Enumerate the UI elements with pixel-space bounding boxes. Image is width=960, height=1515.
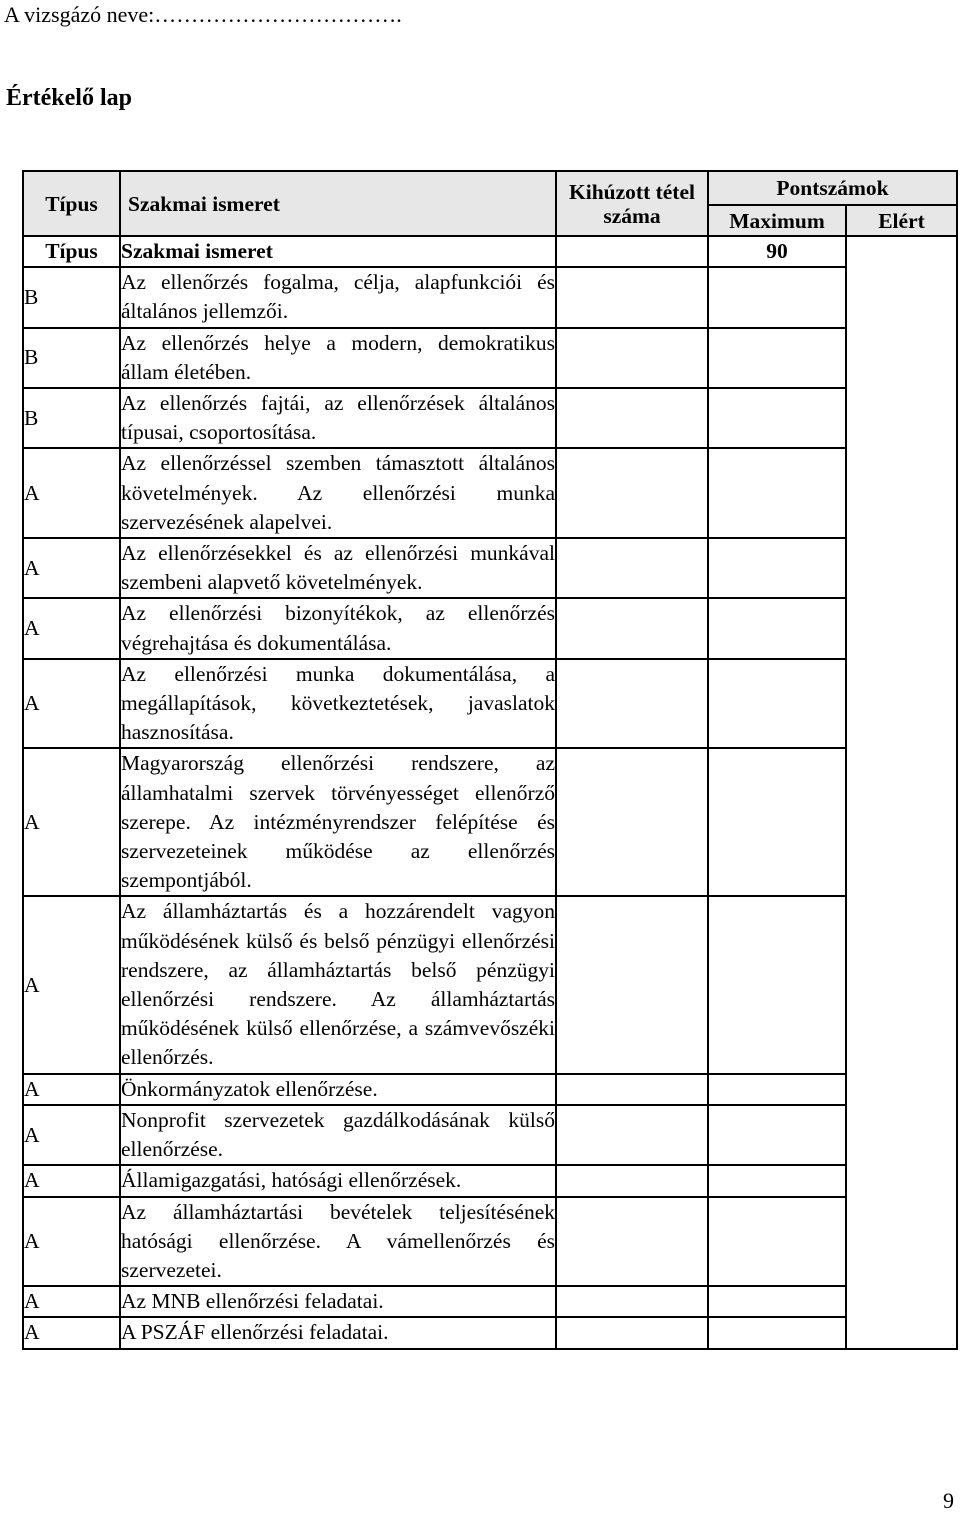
row-drawn-item-cell[interactable]	[556, 388, 708, 448]
row-maximum-cell	[708, 748, 846, 896]
row-type: A	[23, 659, 120, 749]
table-row	[23, 1105, 957, 1165]
candidate-name-line: A vizsgázó neve:…………………………….	[4, 2, 402, 27]
row-type: A	[23, 1197, 120, 1287]
row-drawn-item-cell[interactable]	[556, 1105, 708, 1165]
page-number: 9	[943, 1488, 954, 1513]
row-drawn-item-cell[interactable]	[556, 1317, 708, 1348]
table-row	[23, 448, 957, 538]
row-topic: Nonprofit szervezetek gazdálkodásának külső ellenőrzése.	[120, 1105, 556, 1165]
row-drawn-item-cell[interactable]	[556, 1197, 708, 1287]
row-type: B	[23, 328, 120, 388]
row-topic: Az MNB ellenőrzési feladatai.	[120, 1286, 556, 1317]
row-type: A	[23, 1286, 120, 1317]
row-drawn-item-cell[interactable]	[556, 896, 708, 1073]
table-row	[23, 896, 957, 1073]
row-maximum-cell	[708, 896, 846, 1073]
row-topic: Magyarország ellenőrzési rendszere, az államhatalmi szervek törvényességet ellenőrző szerepe. Az intézményrendszer felépítése és szervezeteinek működése az ellenőrzés szempontjából.	[120, 748, 556, 896]
row-type: A	[23, 1165, 120, 1196]
row-drawn-item-cell[interactable]	[556, 328, 708, 388]
row-drawn-item-cell[interactable]	[556, 448, 708, 538]
row-type: A	[23, 538, 120, 598]
table-row	[23, 328, 957, 388]
row-topic: Az ellenőrzéssel szemben támasztott általános követelmények. Az ellenőrzési munka szervezésének alapelvei.	[120, 448, 556, 538]
row-maximum-cell	[708, 448, 846, 538]
row-topic: Az ellenőrzési munka dokumentálása, a megállapítások, következtetések, javaslatok hasznosítása.	[120, 659, 556, 749]
row-maximum-cell	[708, 538, 846, 598]
row-maximum-cell	[708, 1317, 846, 1348]
section-row	[23, 236, 957, 267]
row-type: A	[23, 448, 120, 538]
table-row	[23, 1317, 957, 1348]
row-topic: Az ellenőrzés fajtái, az ellenőrzések általános típusai, csoportosítása.	[120, 388, 556, 448]
row-type: A	[23, 1074, 120, 1105]
row-topic: Az ellenőrzésekkel és az ellenőrzési munkával szembeni alapvető követelmények.	[120, 538, 556, 598]
row-drawn-item-cell[interactable]	[556, 748, 708, 896]
row-type: A	[23, 896, 120, 1073]
row-drawn-item-cell[interactable]	[556, 1074, 708, 1105]
table-row	[23, 598, 957, 658]
row-topic: Az ellenőrzés helye a modern, demokratikus állam életében.	[120, 328, 556, 388]
row-type: B	[23, 388, 120, 448]
row-topic: Az ellenőrzés fogalma, célja, alapfunkciói és általános jellemzői.	[120, 267, 556, 327]
row-type: A	[23, 748, 120, 896]
column-header-drawn-item: Kihúzott tétel száma	[556, 171, 708, 236]
row-maximum-cell	[708, 1197, 846, 1287]
row-type: A	[23, 1105, 120, 1165]
section-topic: Szakmai ismeret	[120, 236, 556, 267]
table-row	[23, 388, 957, 448]
table-row	[23, 659, 957, 749]
row-maximum-cell	[708, 267, 846, 327]
achieved-score-cell[interactable]	[846, 236, 957, 1349]
table-row	[23, 1074, 957, 1105]
table-row	[23, 267, 957, 327]
table-header-row	[23, 171, 957, 205]
row-topic: Az államháztartás és a hozzárendelt vagyon működésének külső és belső pénzügyi ellenőrzési rendszere, az államháztartás belső pénzügyi ellenőrzési rendszere. Az államháztartás működésének külső ellenőrzése, a számvevőszéki ellenőrzés.	[120, 896, 556, 1073]
column-header-topic: Szakmai ismeret	[120, 171, 556, 236]
row-drawn-item-cell[interactable]	[556, 538, 708, 598]
row-topic: Az ellenőrzési bizonyítékok, az ellenőrzés végrehajtása és dokumentálása.	[120, 598, 556, 658]
section-drawn-cell	[556, 236, 708, 267]
row-topic: A PSZÁF ellenőrzési feladatai.	[120, 1317, 556, 1348]
column-header-achieved: Elért	[846, 205, 957, 236]
evaluation-table	[22, 170, 958, 1350]
row-drawn-item-cell[interactable]	[556, 598, 708, 658]
page-title: Értékelő lap	[6, 85, 132, 111]
section-maximum: 90	[708, 236, 846, 267]
row-maximum-cell	[708, 388, 846, 448]
row-type: A	[23, 598, 120, 658]
row-maximum-cell	[708, 328, 846, 388]
table-row	[23, 1286, 957, 1317]
row-maximum-cell	[708, 1286, 846, 1317]
row-drawn-item-cell[interactable]	[556, 267, 708, 327]
row-maximum-cell	[708, 1165, 846, 1196]
row-drawn-item-cell[interactable]	[556, 1165, 708, 1196]
table-row	[23, 1197, 957, 1287]
row-maximum-cell	[708, 1074, 846, 1105]
row-drawn-item-cell[interactable]	[556, 659, 708, 749]
row-type: B	[23, 267, 120, 327]
row-topic: Államigazgatási, hatósági ellenőrzések.	[120, 1165, 556, 1196]
row-maximum-cell	[708, 1105, 846, 1165]
row-topic: Az államháztartási bevételek teljesítésének hatósági ellenőrzése. A vámellenőrzés és szervezetei.	[120, 1197, 556, 1287]
row-maximum-cell	[708, 598, 846, 658]
column-header-points: Pontszámok	[708, 171, 957, 205]
column-header-type: Típus	[23, 171, 120, 236]
table-row	[23, 538, 957, 598]
section-type: Típus	[23, 236, 120, 267]
row-topic: Önkormányzatok ellenőrzése.	[120, 1074, 556, 1105]
table-row	[23, 748, 957, 896]
column-header-maximum: Maximum	[708, 205, 846, 236]
table-row	[23, 1165, 957, 1196]
row-drawn-item-cell[interactable]	[556, 1286, 708, 1317]
row-type: A	[23, 1317, 120, 1348]
row-maximum-cell	[708, 659, 846, 749]
